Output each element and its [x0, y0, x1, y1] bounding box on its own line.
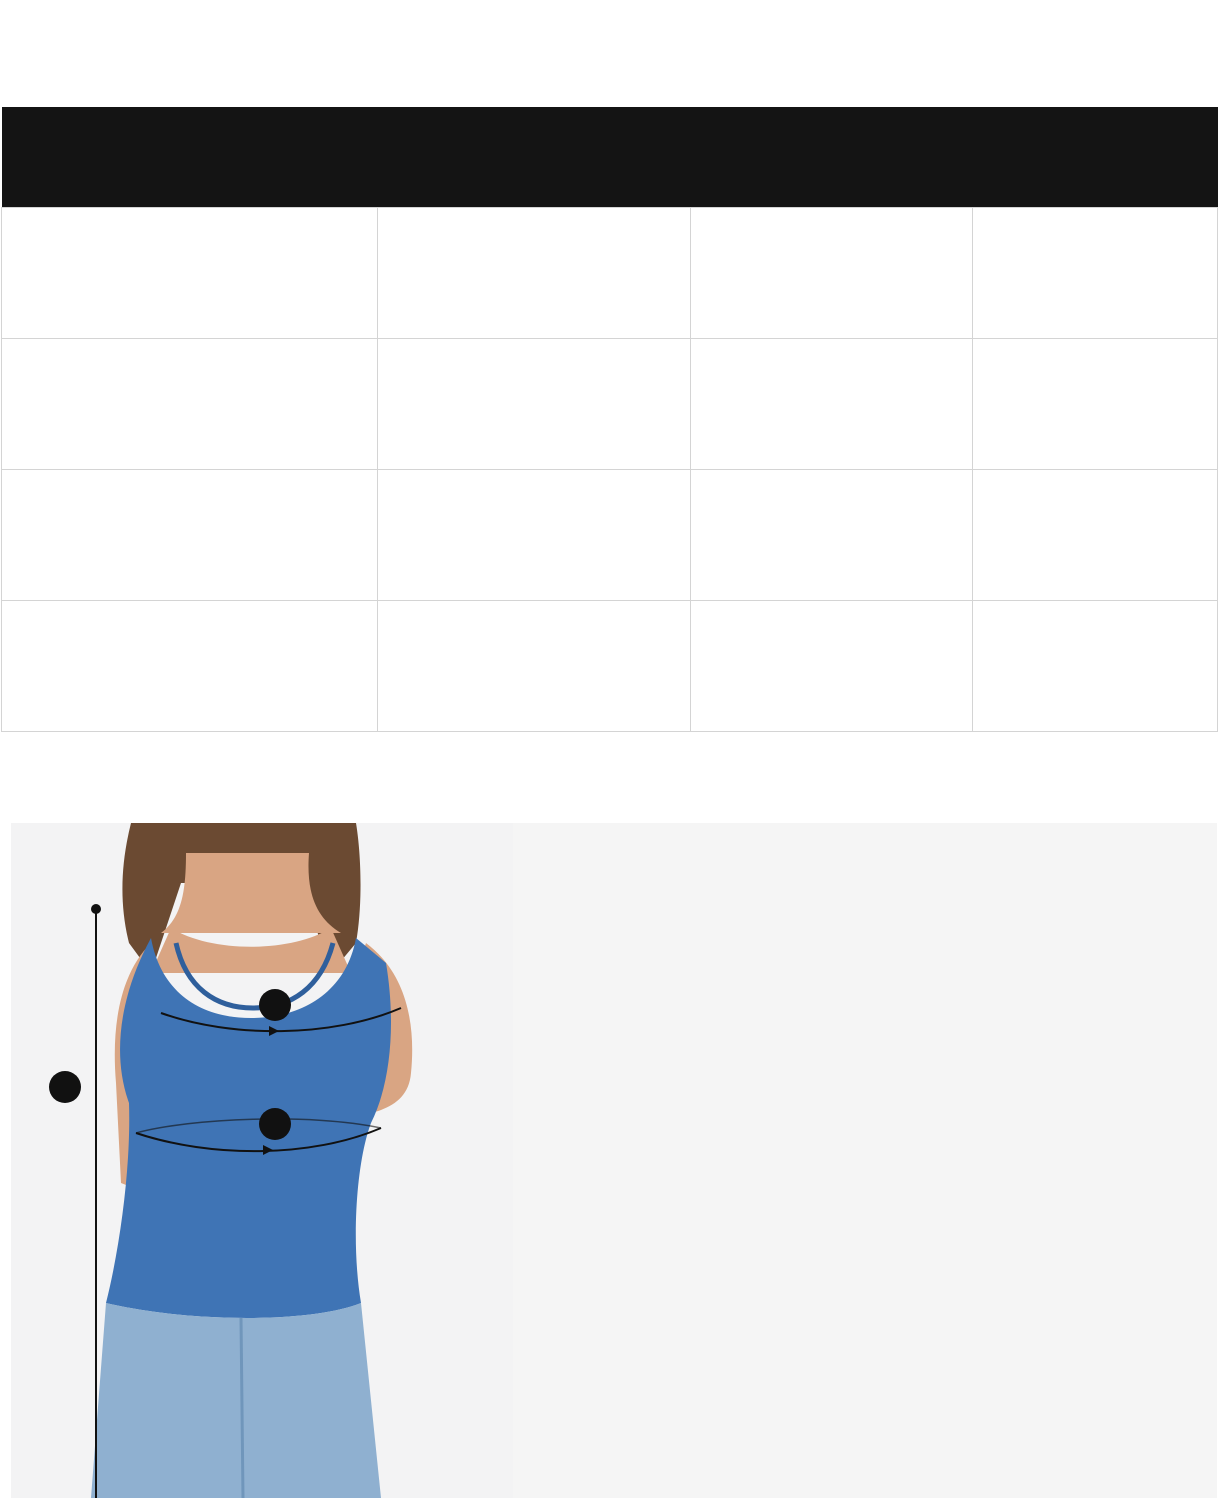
header-size — [2, 107, 378, 207]
measurement-instructions — [513, 823, 1217, 1498]
cell-bust — [378, 469, 691, 600]
cell-bust — [378, 338, 691, 469]
marker-2 — [259, 989, 291, 1021]
tank-top-shape — [106, 938, 391, 1318]
cell-size — [2, 600, 378, 731]
table-row — [2, 338, 1218, 469]
cell-size — [2, 338, 378, 469]
cell-bust — [378, 207, 691, 338]
cell-size — [2, 469, 378, 600]
marker-3 — [259, 1108, 291, 1140]
cell-length — [973, 207, 1218, 338]
table-row — [2, 600, 1218, 731]
cell-waist — [691, 207, 973, 338]
table-header-row — [2, 107, 1218, 207]
header-waist — [691, 107, 973, 207]
cell-waist — [691, 469, 973, 600]
table-row — [2, 469, 1218, 600]
cell-size — [2, 207, 378, 338]
table-row — [2, 207, 1218, 338]
header-length — [973, 107, 1218, 207]
size-chart-table — [1, 107, 1218, 732]
cell-waist — [691, 338, 973, 469]
cell-waist — [691, 600, 973, 731]
cell-bust — [378, 600, 691, 731]
marker-1 — [49, 1071, 81, 1103]
cell-length — [973, 469, 1218, 600]
cell-length — [973, 338, 1218, 469]
model-measurement-figure — [11, 823, 513, 1498]
cell-length — [973, 600, 1218, 731]
header-bust — [378, 107, 691, 207]
brand-logo — [0, 0, 1219, 80]
